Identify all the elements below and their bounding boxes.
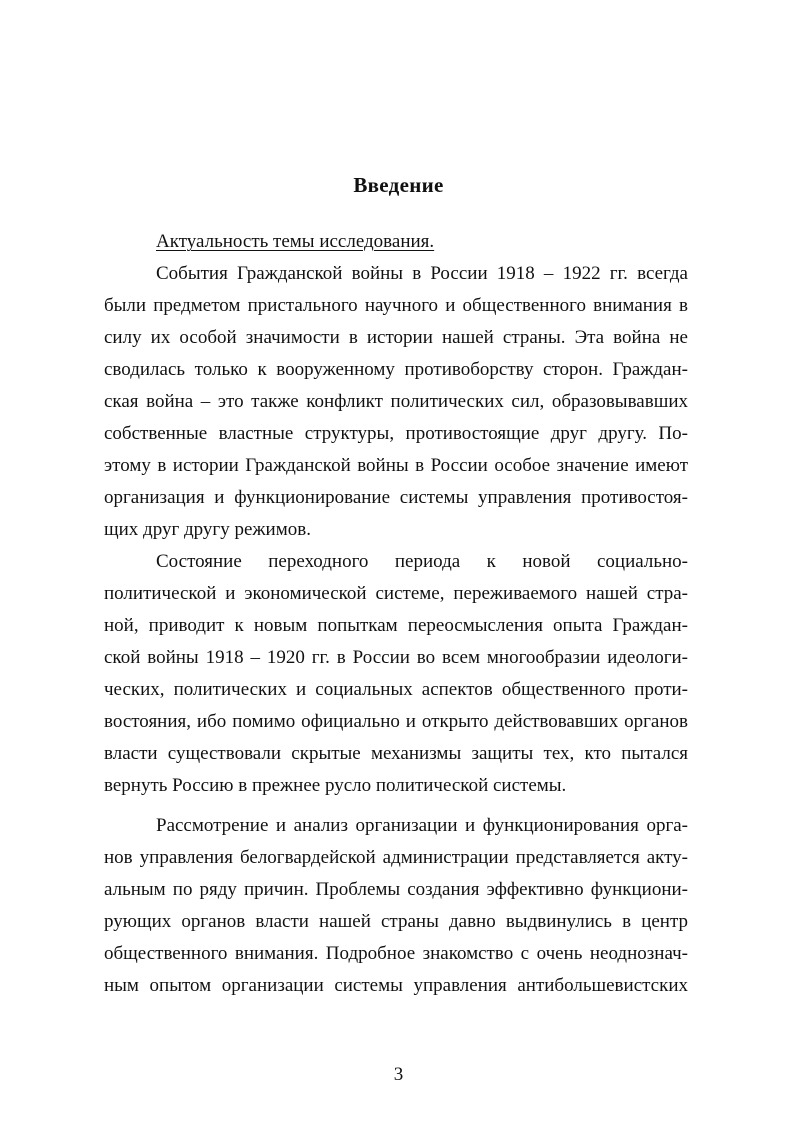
paragraph-1-line-6: собственные властные структуры, противостоящие друг другу. По- [104,423,688,444]
paragraph-2-line-2: политической и экономической системе, переживаемого нашей стра- [104,583,688,604]
paragraph-2-line-7: власти существовали скрытые механизмы защиты тех, кто пытался [104,743,688,764]
section-subheading: Актуальность темы исследования. [156,231,435,252]
paragraph-3-line-4: рующих органов власти нашей страны давно выдвинулись в центр [104,911,688,932]
paragraph-1-line-9: щих друг другу режимов. [104,519,311,540]
paragraph-1-line-8: организация и функционирование системы управления противостоя- [104,487,688,508]
paragraph-3-line-2: нов управления белогвардейской администрации представляется акту- [104,847,688,868]
paragraph-1-line-1: События Гражданской войны в России 1918 – 1922 гг. всегда [156,263,688,284]
paragraph-2-line-6: востояния, ибо помимо официально и открыто действовавших органов [104,711,688,732]
paragraph-1-line-2: были предметом пристального научного и общественного внимания в [104,295,688,316]
paragraph-2-line-4: ской войны 1918 – 1920 гг. в России во всем многообразии идеологи- [104,647,688,668]
paragraph-3-line-1: Рассмотрение и анализ организации и функционирования орга- [156,815,688,836]
paragraph-1-line-3: силу их особой значимости в истории нашей страны. Эта война не [104,327,688,348]
page-number: 3 [393,1064,404,1085]
paragraph-2-line-1: Состояние переходного периода к новой социально- [156,551,688,572]
paragraph-2-line-5: ческих, политических и социальных аспектов общественного проти- [104,679,688,700]
paragraph-3-line-5: общественного внимания. Подробное знакомство с очень неоднознач- [104,943,688,964]
paragraph-3-line-3: альным по ряду причин. Проблемы создания эффективно функциони- [104,879,688,900]
page-title: Введение [353,173,444,197]
paragraph-2-line-3: ной, приводит к новым попыткам переосмысления опыта Граждан- [104,615,688,636]
paragraph-1-line-4: сводилась только к вооруженному противоборству сторон. Граждан- [104,359,688,380]
paragraph-1-line-5: ская война – это также конфликт политических сил, образовывавших [104,391,688,412]
paragraph-2-line-8: вернуть Россию в прежнее русло политической системы. [104,775,567,796]
paragraph-3-line-6: ным опытом организации системы управления антибольшевистских [104,975,688,996]
paragraph-1-line-7: этому в истории Гражданской войны в России особое значение имеют [104,455,688,476]
